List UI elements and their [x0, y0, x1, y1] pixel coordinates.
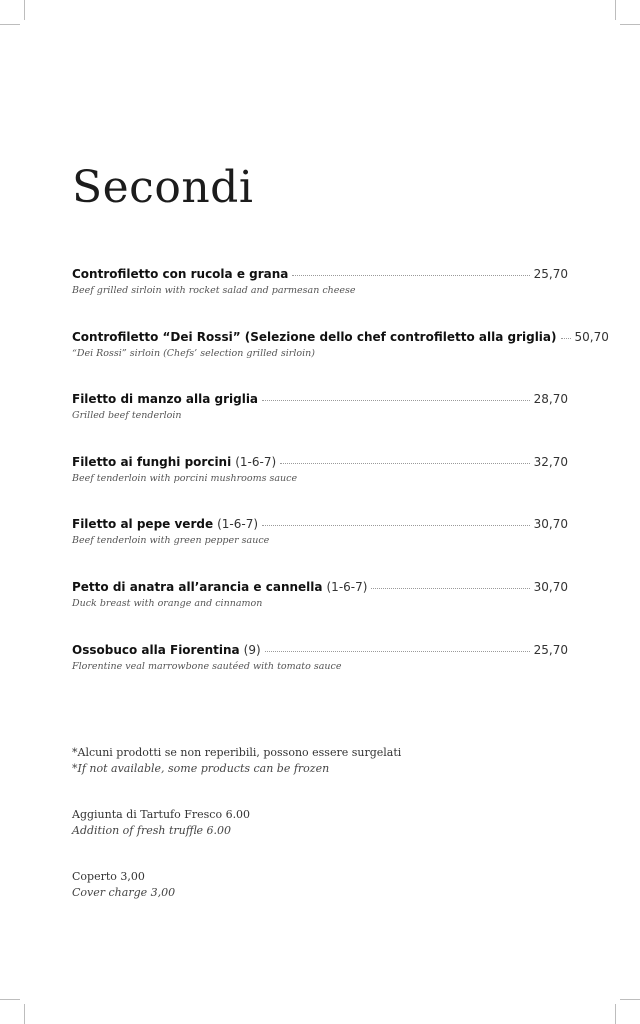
dish-price: 30,70: [533, 517, 568, 532]
page-title: Secondi: [72, 162, 254, 213]
dish-price: 32,70: [533, 454, 568, 469]
note-text-it: Aggiunta di Tartufo Fresco 6.00: [72, 808, 251, 821]
note-cover-charge: [72, 869, 401, 901]
dish-name: Ossobuco alla Fiorentina: [72, 642, 240, 657]
menu-item: [72, 455, 568, 518]
dot-leader: [292, 275, 529, 276]
dot-leader: [561, 338, 571, 339]
dish-description: Beef tenderloin with green pepper sauce: [72, 535, 270, 547]
dish-name: Controfiletto con rucola e grana: [72, 267, 289, 281]
crop-mark: [0, 24, 20, 25]
dish-name: Filetto di manzo alla griglia: [72, 392, 259, 407]
note-truffle: [72, 807, 401, 839]
menu-item: [72, 517, 568, 580]
dot-leader: [265, 651, 530, 652]
dish-allergens: (1-6-7): [235, 454, 277, 469]
dish-price: 25,70: [533, 267, 568, 281]
crop-mark: [620, 24, 640, 25]
dish-name: Controfiletto “Dei Rossi” (Selezione dello chef controfiletto alla griglia): [72, 329, 557, 344]
menu-item: [72, 329, 609, 393]
dish-description: Beef grilled sirloin with rocket salad and parmesan cheese: [72, 285, 356, 296]
dish-allergens: (1-6-7): [326, 579, 368, 594]
crop-mark: [615, 1004, 616, 1024]
menu-item: [72, 643, 568, 706]
dish-description: “Dei Rossi” sirloin (Chefs’ selection grilled sirloin): [72, 347, 315, 359]
dot-leader: [262, 525, 530, 526]
dish-description: Duck breast with orange and cinnamon: [72, 597, 263, 609]
crop-mark: [620, 999, 640, 1000]
dish-price: 28,70: [533, 392, 568, 407]
note-text-en: Cover charge 3,00: [72, 886, 176, 899]
dot-leader: [280, 463, 529, 464]
dish-allergens: (1-6-7): [217, 517, 259, 532]
dish-allergens: (9): [243, 642, 261, 657]
dish-price: 30,70: [533, 579, 568, 594]
dish-name: Petto di anatra all’arancia e cannella: [72, 579, 323, 594]
note-text-it: *Alcuni prodotti se non reperibili, possono essere surgelati: [72, 746, 402, 759]
note-frozen: [72, 745, 401, 777]
menu-item: [72, 267, 568, 330]
footer-notes: [72, 745, 401, 931]
menu-item: [72, 392, 568, 455]
crop-mark: [24, 1004, 25, 1024]
dish-description: Grilled beef tenderloin: [72, 410, 182, 422]
dish-price: 25,70: [533, 642, 568, 657]
crop-mark: [0, 999, 20, 1000]
dish-description: Florentine veal marrowbone sautéed with tomato sauce: [72, 660, 342, 672]
menu-list: [72, 267, 609, 705]
menu-item: [72, 580, 568, 643]
note-text-en: Addition of fresh truffle 6.00: [72, 824, 232, 837]
note-text-en: *If not available, some products can be frozen: [72, 762, 330, 775]
crop-mark: [615, 0, 616, 20]
dish-name: Filetto al pepe verde: [72, 517, 214, 532]
dot-leader: [262, 400, 530, 401]
dish-price: 50,70: [574, 329, 609, 344]
dish-name: Filetto ai funghi porcini: [72, 454, 232, 469]
dish-description: Beef tenderloin with porcini mushrooms sauce: [72, 472, 298, 484]
note-text-it: Coperto 3,00: [72, 870, 145, 883]
dot-leader: [371, 588, 529, 589]
crop-mark: [24, 0, 25, 20]
